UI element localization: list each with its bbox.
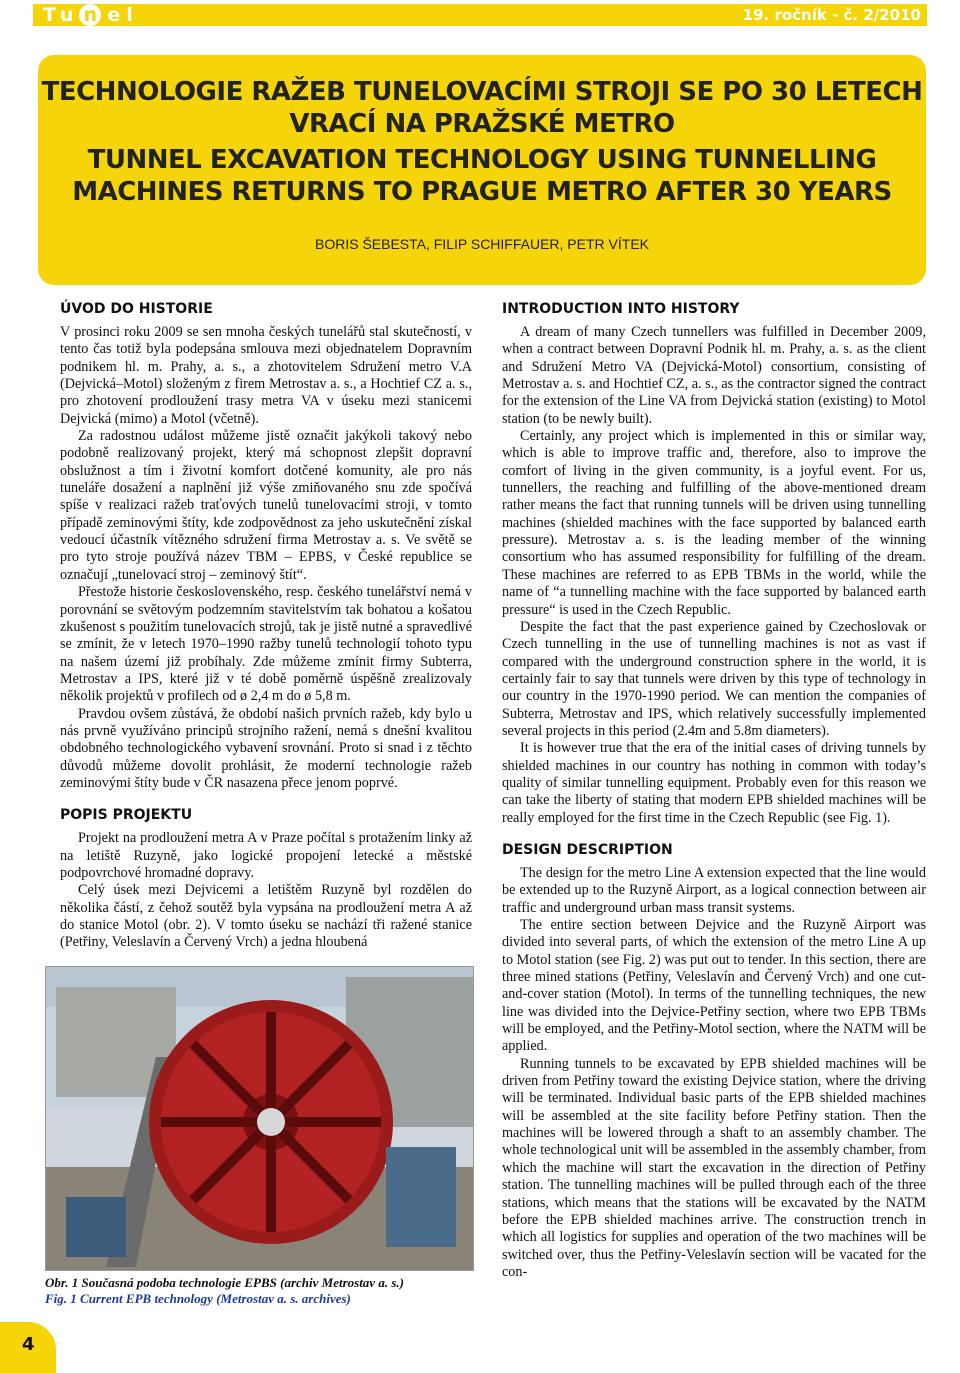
figure-caption — [45, 1275, 472, 1307]
paragraph: The entire section between Dejvice and the Ruzyně Airport was divided into several parts, of which the extension of the metro Line A up to Motol station (see Fig. 2) was put out to tender. In this section, there are three mined stations (Petřiny, Veleslavín and Červený Vrch) and one cut-and-cover station (Motol). In terms of the tunnelling techniques, the new line was divided into the Dejvice-Petřiny section, where two EPB TBMs will be employed, and the Petřiny-Motol section, where the NATM will be applied. — [502, 917, 926, 1055]
title-en-line1: TUNNEL EXCAVATION TECHNOLOGY USING TUNNELLING — [87, 145, 877, 175]
paragraph: Running tunnels to be excavated by EPB shielded machines will be driven from Petřiny toward the existing Dejvice station, where the driving will be terminated. Individual basic parts of the EPB shielded machines will be assembled at the site facility before Petřiny station. Then the machines will be lowered through a shaft to an assembly chamber. The whole technological unit will be assembled in the assembly chamber, from which the machine will start the excavation in the direction of Petřiny station. The tunnelling machines will be pulled through each of the three stations, which means that the stations will be excavated by the NATM before the EPB shielded machines arrive. The construction trench in which all logistics for supplies and operation of the two machines will be switched over, thus the Petřiny-Veleslavín section will be vacated for the con- — [502, 1055, 926, 1280]
logo-letter: l — [126, 4, 139, 26]
figure-tbm-photo — [45, 966, 474, 1271]
paragraph: A dream of many Czech tunnellers was fulfilled in December 2009, when a contract between Dopravní Podnik hl. m. Prahy, a. s. as the client and Sdružení Metro VA (Dejvická-Motol) consortium, consisting of Metrostav a. s. and Hochtief CZ, a. s., as the contractor signed the contract for the extension of the Line VA from Dejvická station (existing) to Motol station (to be newly built). — [502, 324, 926, 427]
section-heading: INTRODUCTION INTO HISTORY — [502, 301, 740, 317]
caption-en: Fig. 1 Current EPB technology (Metrostav a. s. archives) — [45, 1291, 351, 1306]
paragraph: Despite the fact that the past experience gained by Czechoslovak or Czech tunnelling in the use of tunnelling machines is not as vast if compared with the underground construction sphere in the world, it is certainly fair to say that tunnels were driven by this type of technology in our country in the 1970-1990 period. We can mention the companies of Subterra, Metrostav and IPS, which relatively successfully implemented several projects in this period (2.4m and 5.8m diameters). — [502, 618, 926, 739]
english-column — [502, 300, 926, 1281]
logo-letter: u — [59, 4, 80, 26]
paragraph: Za radostnou událost můžeme jistě označit jakýkoli takový nebo podobně realizovaný projekt, který má schopnost zlepšit dopravní obslužnost a tím i životní komfort dotčené komunity, ale pro nás tuneláře dosažení a naplnění již výše zmiňovaného snu zde spočívá spíše v realizaci ražeb traťových tunelů tunelovacími stroji, v tomto případě zeminovými štíty, kde zodpovědnost za jeho uskutečnění získal vedoucí účastník vítězného sdružení firma Metrostav a. s. Ve světě se pro tyto stroje používá název TBM – EPBS, v České republice se označují „tunelovací stroj – zeminový štít“. — [60, 428, 472, 583]
paragraph: Certainly, any project which is implemented in this or similar way, which is able to improve traffic and, therefore, also to improve the comfort of living in the given community, is a joyful event. For us, tunnellers, the reaching and fulfilling of the above-mentioned dream rather means the fact that running tunnels will be driven using tunnelling machines (shielded machines with the face supported by balanced earth pressure). Metrostav a. s. is the leading member of the winning consortium who has assumed responsibility for fulfilling of the dream. These machines are referred to as EPB TBMs in the world, while the name of “a tunnelling machine with the face supported by balanced earth pressure“ is used in the Czech Republic. — [502, 428, 926, 618]
title-en-line2: MACHINES RETURNS TO PRAGUE METRO AFTER 30 YEARS — [72, 177, 892, 207]
logo-n-circle: n — [79, 4, 101, 26]
logo-letter: e — [107, 4, 127, 26]
caption-cz: Obr. 1 Současná podoba technologie EPBS (archiv Metrostav a. s.) — [45, 1275, 404, 1290]
paragraph: Projekt na prodloužení metra A v Praze počítal s protažením linky až na letiště Ruzyně, jako logické propojení letecké a městské podpovrchové hromadné dopravy. — [60, 830, 472, 881]
title-box — [38, 55, 926, 285]
paragraph: Celý úsek mezi Dejvicemi a letištěm Ruzyně byl rozdělen do několika částí, z čehož soutěž byla vypsána na prodloužení metra A až do stanice Motol (obr. 2). V tomto úseku se nachází tři ražené stanice (Petřiny, Veleslavín a Červený Vrch) a jedna hloubená — [60, 882, 472, 951]
tbm-illustration — [46, 967, 473, 1270]
logo-letter: T — [43, 4, 60, 26]
paragraph: The design for the metro Line A extension expected that the line would be extended up to the Ruzyně Airport, as a logical connection between air traffic and underground urban mass transit systems. — [502, 864, 926, 916]
journal-logo — [43, 4, 139, 26]
section-heading: ÚVOD DO HISTORIE — [60, 301, 213, 317]
header-bar — [33, 4, 927, 26]
title-cz-line1: TECHNOLOGIE RAŽEB TUNELOVACÍMI STROJI SE PO 30 LETECH — [41, 77, 923, 107]
authors: BORIS ŠEBESTA, FILIP SCHIFFAUER, PETR VÍTEK — [314, 236, 649, 252]
page-number: 4 — [22, 1334, 35, 1355]
issue-label: 19. ročník - č. 2/2010 — [742, 6, 921, 24]
paragraph: V prosinci roku 2009 se sen mnoha českých tunelářů stal skutečností, v tento čas totiž byla podepsána smlouva mezi objednatelem Dopravním podnikem hl. m. Prahy, a. s., a zhotovitelem Sdružení metro V.A (Dejvická–Motol) složeným z firem Metrostav a. s., a Hochtief CZ a. s., pro zhotovení prodloužení trasy metra VA v úseku mezi stanicemi Dejvická (mimo) a Motol (včetně). — [60, 324, 472, 427]
paragraph: Přestože historie československého, resp. českého tunelářství nemá v porovnání se světovým podzemním stavitelstvím tak bohatou a košatou zkušenost s použitím tunelovacích strojů, tak je jistě nutné a spravedlivé se zmínit, že v letech 1970–1990 ražby tunelů technologií tohoto typu na našem území již probíhaly. Zde můžeme zmínit firmy Subterra, Metrostav a IPS, které již v té době poměrně úspěšně zrealizovaly několik projektů v profilech od ø 2,4 m do ø 5,8 m. — [60, 584, 472, 705]
section-heading: DESIGN DESCRIPTION — [502, 841, 673, 858]
section-heading: POPIS PROJEKTU — [60, 807, 193, 824]
title-cz-line2: VRACÍ NA PRAŽSKÉ METRO — [289, 109, 675, 139]
paragraph: It is however true that the era of the initial cases of driving tunnels by shielded machines in our country has nothing in common with today’s quality of similar tunnelling equipment. Probably even for this reason we can take the liberty of stating that modern EPB shielded machines will be really employed for the first time in the Czech Republic (see Fig. 1). — [502, 740, 926, 826]
page-number-tab — [0, 1322, 56, 1373]
paragraph: Pravdou ovšem zůstává, že období našich prvních ražeb, kdy bylo u nás prvně využíváno principů strojního ražení, nemá s dnešní kvalitou obdobného technologického vybavení srovnání. Proto si snad i z těchto důvodů můžeme dovolit prohlásit, že moderní technologie ražeb zeminovými štíty bude v ČR nasazena přece jenom poprvé. — [60, 705, 472, 791]
czech-column — [60, 300, 472, 952]
